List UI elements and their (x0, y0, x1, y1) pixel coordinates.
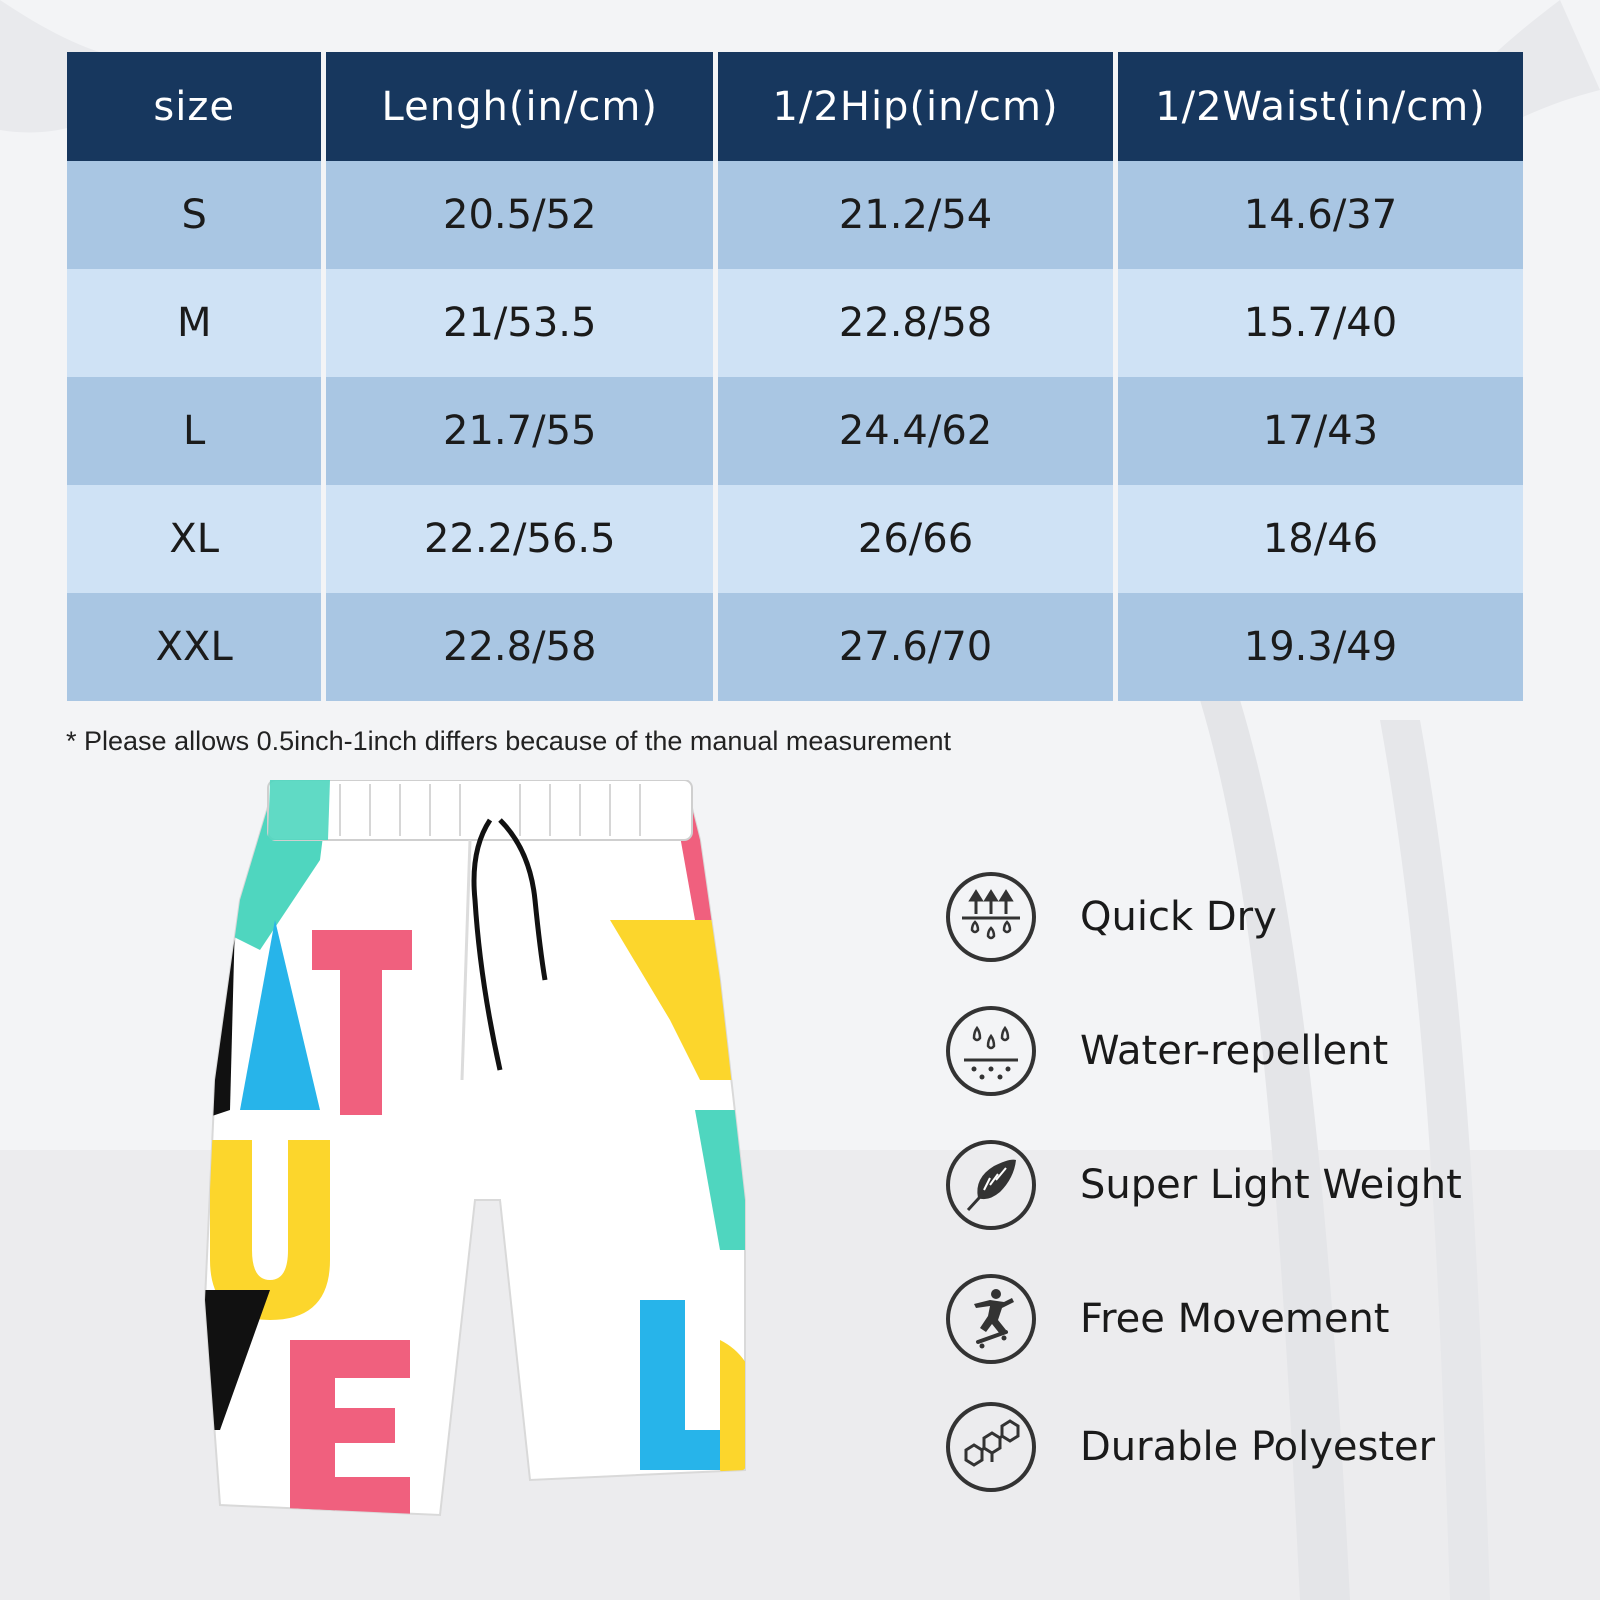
quick-dry-icon (944, 870, 1038, 964)
cell-waist: 19.3/49 (1118, 593, 1523, 701)
cell-size: M (67, 269, 321, 377)
cell-length: 22.2/56.5 (326, 485, 713, 593)
cell-length: 22.8/58 (326, 593, 713, 701)
cell-length: 20.5/52 (326, 161, 713, 269)
feature-durable-polyester (944, 1400, 1564, 1494)
feature-label: Free Movement (1080, 1296, 1390, 1342)
cell-size: S (67, 161, 321, 269)
water-drops-icon (944, 1004, 1038, 1098)
cell-length: 21.7/55 (326, 377, 713, 485)
cell-length: 21/53.5 (326, 269, 713, 377)
feature-light-weight (944, 1138, 1564, 1232)
feather-icon (944, 1138, 1038, 1232)
cell-size: XL (67, 485, 321, 593)
table-row (67, 269, 1523, 377)
cell-size: L (67, 377, 321, 485)
cell-waist: 18/46 (1118, 485, 1523, 593)
cell-waist: 15.7/40 (1118, 269, 1523, 377)
table-row (67, 593, 1523, 701)
feature-water-repellent (944, 1004, 1564, 1098)
table-row (67, 485, 1523, 593)
molecule-icon (944, 1400, 1038, 1494)
size-chart-table (62, 52, 1528, 701)
cell-waist: 17/43 (1118, 377, 1523, 485)
product-image-shorts (200, 780, 780, 1580)
feature-free-movement (944, 1272, 1564, 1366)
table-row (67, 161, 1523, 269)
header-half-waist: 1/2Waist(in/cm) (1118, 52, 1523, 161)
feature-label: Super Light Weight (1080, 1162, 1462, 1208)
feature-label: Water-repellent (1080, 1028, 1389, 1074)
measurement-note: * Please allows 0.5inch-1inch differs because of the manual measurement (66, 726, 952, 756)
table-row (67, 377, 1523, 485)
skateboarder-icon (944, 1272, 1038, 1366)
cell-hip: 24.4/62 (718, 377, 1113, 485)
header-size: size (67, 52, 321, 161)
feature-quick-dry (944, 870, 1564, 964)
table-header-row (67, 52, 1523, 161)
cell-size: XXL (67, 593, 321, 701)
cell-hip: 22.8/58 (718, 269, 1113, 377)
cell-hip: 26/66 (718, 485, 1113, 593)
cell-hip: 21.2/54 (718, 161, 1113, 269)
feature-label: Quick Dry (1080, 894, 1277, 940)
header-half-hip: 1/2Hip(in/cm) (718, 52, 1113, 161)
cell-waist: 14.6/37 (1118, 161, 1523, 269)
cell-hip: 27.6/70 (718, 593, 1113, 701)
header-length: Lengh(in/cm) (326, 52, 713, 161)
feature-label: Durable Polyester (1080, 1424, 1436, 1470)
